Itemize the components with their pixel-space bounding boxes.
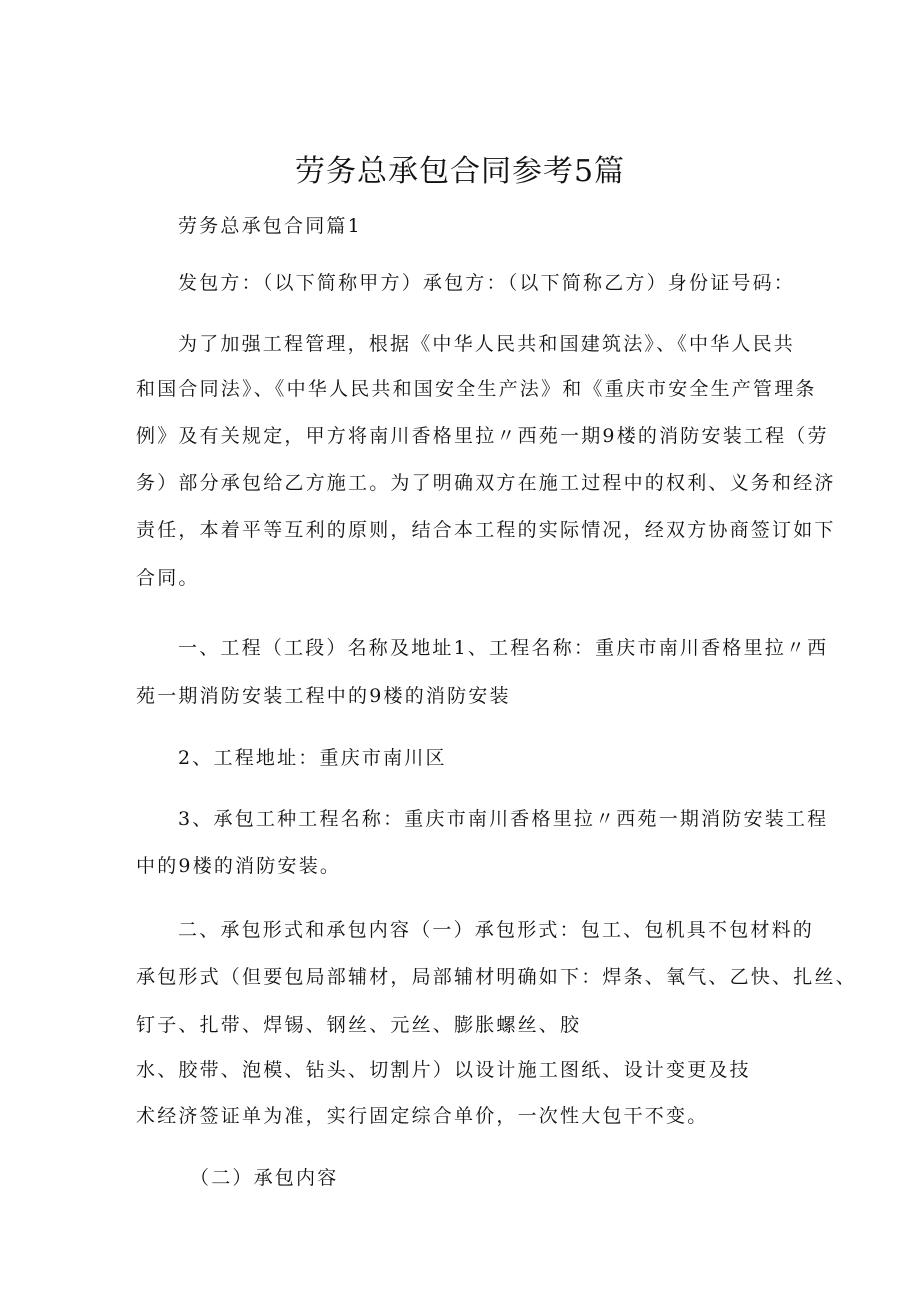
paragraph-line: 2、工程地址：重庆市南川区 [178,747,447,769]
document-title: 劳务总承包合同参考5篇 [294,154,626,189]
paragraph-line: 水、胶带、泡模、钻头、切割片）以设计施工图纸、设计变更及技 [136,1059,751,1081]
paragraph-line: 一、工程（工段）名称及地址1、工程名称：重庆市南川香格里拉〃西 [178,637,829,659]
paragraph-line: 和国合同法》、《中华人民共和国安全生产法》和《重庆市安全生产管理条 [136,378,817,400]
paragraph-line: 为了加强工程管理，根据《中华人民共和国建筑法》、《中华人民共 [178,333,796,355]
paragraph-line: 例》及有关规定，甲方将南川香格里拉〃西苑一期9楼的消防安装工程（劳 [136,425,829,447]
paragraph-line: 承包形式（但要包局部辅材，局部辅材明确如下：焊条、氧气、乙快、扎丝、 [136,966,857,988]
paragraph-line: 二、承包形式和承包内容（一）承包形式：包工、包机具不包材料的 [178,919,815,941]
paragraph-line: 合同。 [136,567,200,589]
section-heading: 劳务总承包合同篇1 [178,215,362,237]
parties-line: 发包方：（以下简称甲方）承包方：（以下简称乙方）身份证号码： [178,272,796,294]
subsection-heading: （二）承包内容 [190,1167,339,1189]
paragraph-line: 中的9楼的消防安装。 [136,855,342,877]
paragraph-line: 术经济签证单为准，实行固定综合单价，一次性大包干不变。 [136,1105,709,1127]
paragraph-line: 钉子、扎带、焊锡、钢丝、元丝、膨胀螺丝、胶 [136,1014,582,1036]
paragraph-line: 责任，本着平等互利的原则，结合本工程的实际情况，经双方协商签订如下 [136,519,836,541]
paragraph-line: 3、承包工种工程名称：重庆市南川香格里拉〃西苑一期消防安装工程 [178,808,829,830]
paragraph-line: 苑一期消防安装工程中的9楼的消防安装 [136,685,511,707]
paragraph-line: 务）部分承包给乙方施工。为了明确双方在施工过程中的权利、义务和经济 [136,472,836,494]
